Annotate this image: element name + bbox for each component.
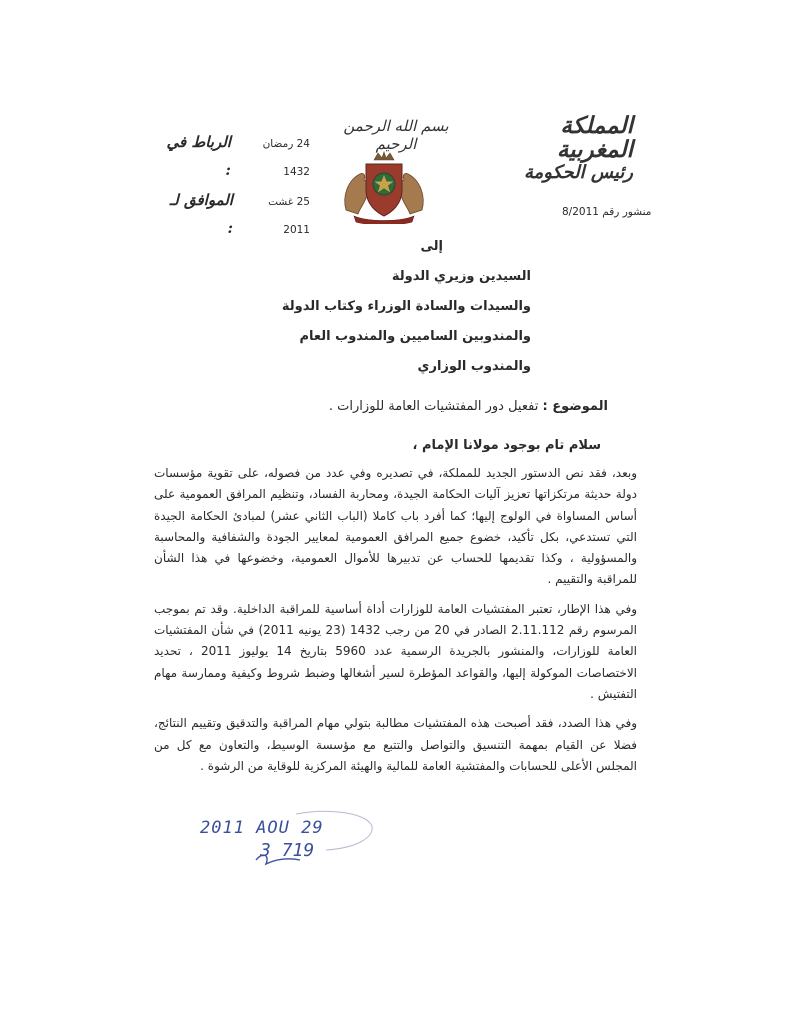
letter-body <box>154 463 637 785</box>
addressee-to: إلى <box>420 239 443 254</box>
place-label: الرباط في : <box>166 133 231 179</box>
reception-stamp <box>196 808 376 870</box>
basmala: بسم الله الرحمن الرحيم <box>343 117 449 153</box>
body-paragraph: وفي هذا الإطار، تعتبر المفتشيات العامة للوزارات أداة أساسية للمراقبة الداخلية. وقد تم بموجب المرسوم رقم 2.11.112 الصادر في 20 من رجب 1432 (23 يونيه 2011) في شأن المفتشيات العامة للوزارات، والمنشور بالجريدة الرسمية عدد 5960 بتاريخ 14 يوليوز 2011 ، تحديد الاختصاصات الموكولة إليها، والقواعد المؤطرة لسير أشغالها وضبط شروط وكيفية وممارسة مهام التفتيش . <box>154 601 638 701</box>
gregorian-date: 25 غشت 2011 <box>268 196 310 236</box>
body-paragraph: وبعد، فقد نص الدستور الجديد للمملكة، في تصديره وفي عدد من فصوله، على تقوية مؤسسات دولة حديثة مرتكزاتها تعزيز آليات الحكامة الجيدة، ومحاربة الفساد، وتنظيم المرافق العمومية على أساس المساواة في الولوج إليها؛ كما أفرد باب كاملا (الباب الثاني عشر) لمبادئ الحكامة الجيدة التي تستدعي، بكل تأكيد، خضوع جميع المرافق العمومية لمعايير الجودة والشفافية والمحاسبة والمسؤولية ، وكذا تقديمها للحساب عن تدبيرها للأموال العمومية، وخضوعها في هذا الشأن للمراقبة والتقييم . <box>154 466 637 587</box>
subject-text: تفعيل دور المفتشيات العامة للوزارات . <box>328 399 539 414</box>
head-of-government-title: رئيس الحكومة <box>524 162 633 184</box>
royal-emblem-icon <box>336 150 432 224</box>
subject-line <box>208 399 608 414</box>
addressees-block <box>211 232 531 382</box>
stamp-date: 2011 AOU 29 <box>200 818 324 838</box>
addressee-line: والمندوب الوزاري <box>417 359 531 374</box>
body-paragraph: وفي هذا الصدد، فقد أصبحت هذه المفتشيات مطالبة بتولي مهام المراقبة والتدقيق وتقييم النتائج، فضلا عن القيام بمهمة التنسيق والتواصل والتتبع مع مؤسسة الوسيط، والتعاون مع كل من المجلس الأعلى للحسابات والمفتشية العامة للمالية والهيئة المركزية للوقاية من الرشوة . <box>154 716 637 773</box>
stamp-number: 3 719 <box>260 840 315 861</box>
subject-label: الموضوع : <box>542 399 608 414</box>
hijri-date-row <box>160 128 310 186</box>
date-block <box>160 128 310 244</box>
kingdom-title: المملكة المغربية <box>556 112 633 164</box>
addressee-line: والسيدات والسادة الوزراء وكتاب الدولة <box>281 299 531 314</box>
circular-number: منشور رقم 8/2011 <box>562 206 652 218</box>
addressee-line: والمندوبين الساميين والمندوب العام <box>299 329 531 344</box>
hijri-date: 24 رمضان 1432 <box>262 138 310 178</box>
letterhead-kingdom <box>483 114 633 183</box>
gregorian-label: الموافق لـ : <box>169 191 233 237</box>
greeting: سلام تام بوجود مولانا الإمام ، <box>412 438 601 453</box>
addressee-line: السيدين وزيري الدولة <box>391 269 531 284</box>
